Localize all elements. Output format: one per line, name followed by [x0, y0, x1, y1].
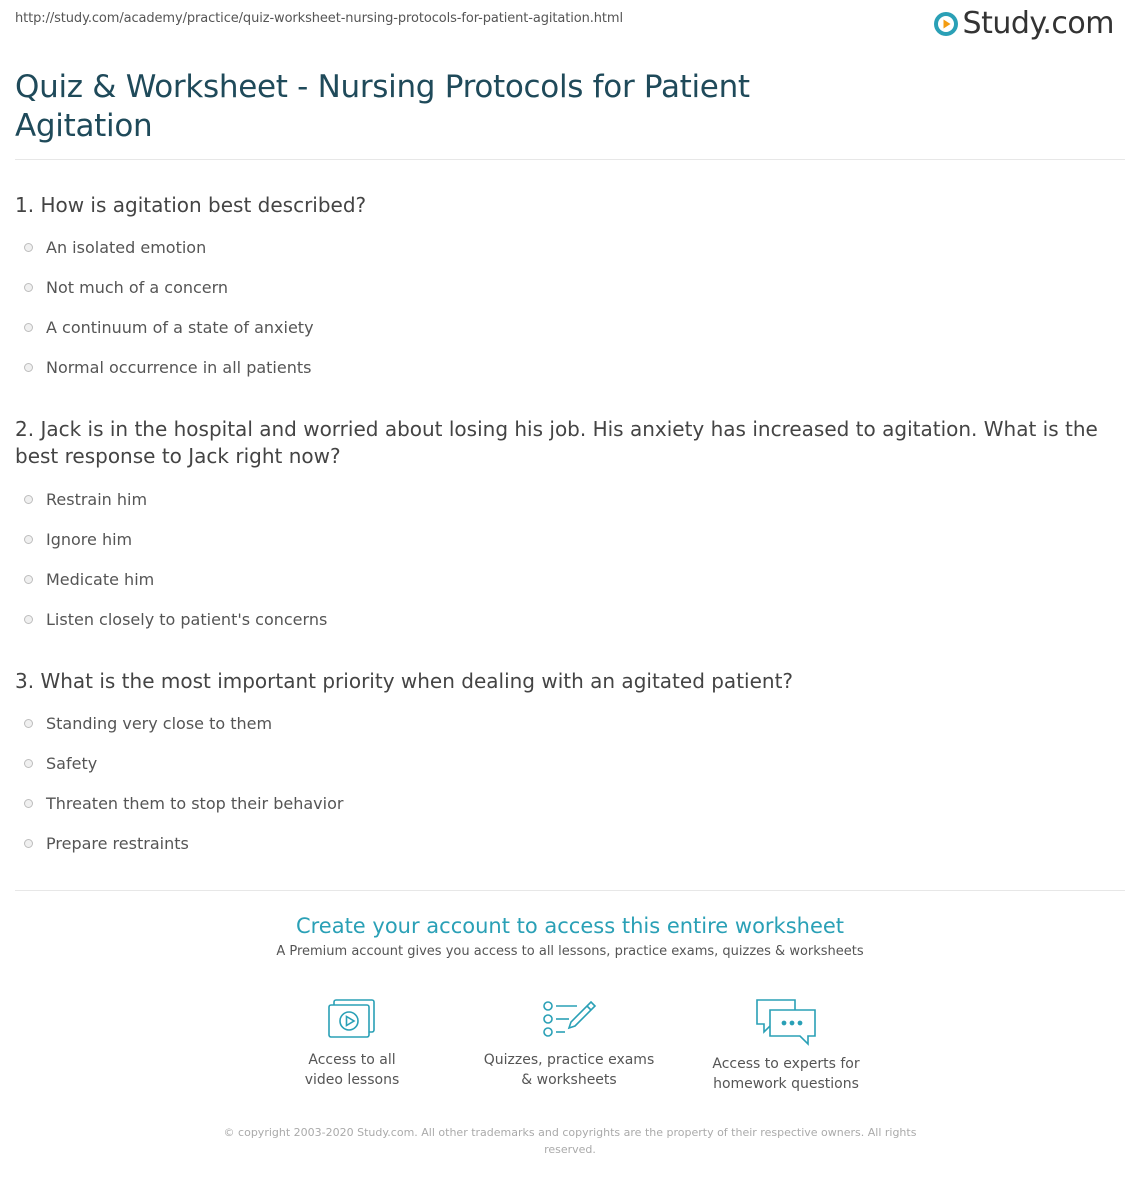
chat-experts-icon [754, 996, 818, 1046]
answer-option[interactable] [24, 276, 228, 298]
feature-quizzes [469, 996, 669, 1090]
answer-option[interactable] [24, 608, 327, 630]
option-label: Not much of a concern [46, 277, 229, 297]
answer-option[interactable] [24, 712, 272, 734]
option-label: Listen closely to patient's concerns [46, 609, 328, 629]
option-label: An isolated emotion [46, 237, 207, 257]
radio-button[interactable] [24, 759, 33, 768]
page-title: Quiz & Worksheet - Nursing Protocols for Patient Agitation [15, 69, 750, 144]
radio-button[interactable] [24, 283, 33, 292]
question-1: 1. How is agitation best described? [15, 193, 367, 217]
answer-option[interactable] [24, 752, 97, 774]
option-label: A continuum of a state of anxiety [46, 317, 314, 337]
radio-button[interactable] [24, 495, 33, 504]
answer-option[interactable] [24, 832, 189, 854]
question-2: 2. Jack is in the hospital and worried about losing his job. His anxiety has increased to agitation. What is the best response to Jack right now? [15, 417, 1098, 468]
answer-option[interactable] [24, 356, 311, 378]
answer-option[interactable] [24, 316, 314, 338]
copyright-notice: © copyright 2003-2020 Study.com. All other trademarks and copyrights are the property of their respective owners. All rights reserved. [223, 1126, 917, 1156]
radio-button[interactable] [24, 535, 33, 544]
radio-button[interactable] [24, 323, 33, 332]
option-label: Prepare restraints [46, 833, 189, 853]
play-circle-icon [933, 11, 959, 37]
feature-label: Quizzes, practice exams & worksheets [483, 1052, 655, 1088]
page-url: http://study.com/academy/practice/quiz-worksheet-nursing-protocols-for-patient-agitation.html [15, 11, 623, 26]
option-label: Threaten them to stop their behavior [46, 793, 344, 813]
radio-button[interactable] [24, 575, 33, 584]
option-label: Medicate him [46, 569, 155, 589]
feature-video-lessons [252, 996, 452, 1090]
answer-option[interactable] [24, 568, 154, 590]
logo-text: Study.com [962, 6, 1114, 41]
answer-option[interactable] [24, 236, 206, 258]
header-divider [15, 159, 1125, 160]
radio-button[interactable] [24, 719, 33, 728]
radio-button[interactable] [24, 799, 33, 808]
radio-button[interactable] [24, 615, 33, 624]
feature-label: Access to all video lessons [304, 1052, 400, 1088]
option-label: Standing very close to them [46, 713, 273, 733]
option-label: Normal occurrence in all patients [46, 357, 312, 377]
feature-label: Access to experts for homework questions [712, 1056, 860, 1092]
cta-subtitle: A Premium account gives you access to all lessons, practice exams, quizzes & worksheets [276, 944, 864, 959]
option-label: Ignore him [46, 529, 133, 549]
option-label: Safety [46, 753, 98, 773]
study-logo[interactable] [933, 6, 1114, 41]
quiz-checklist-icon [541, 996, 597, 1042]
radio-button[interactable] [24, 243, 33, 252]
radio-button[interactable] [24, 839, 33, 848]
answer-option[interactable] [24, 528, 132, 550]
feature-experts [686, 996, 886, 1094]
radio-button[interactable] [24, 363, 33, 372]
cta-divider [15, 890, 1125, 891]
video-lessons-icon [326, 996, 378, 1042]
create-account-link[interactable]: Create your account to access this entire worksheet [295, 914, 845, 938]
option-label: Restrain him [46, 489, 148, 509]
question-3: 3. What is the most important priority when dealing with an agitated patient? [15, 669, 794, 693]
answer-option[interactable] [24, 792, 343, 814]
answer-option[interactable] [24, 488, 147, 510]
